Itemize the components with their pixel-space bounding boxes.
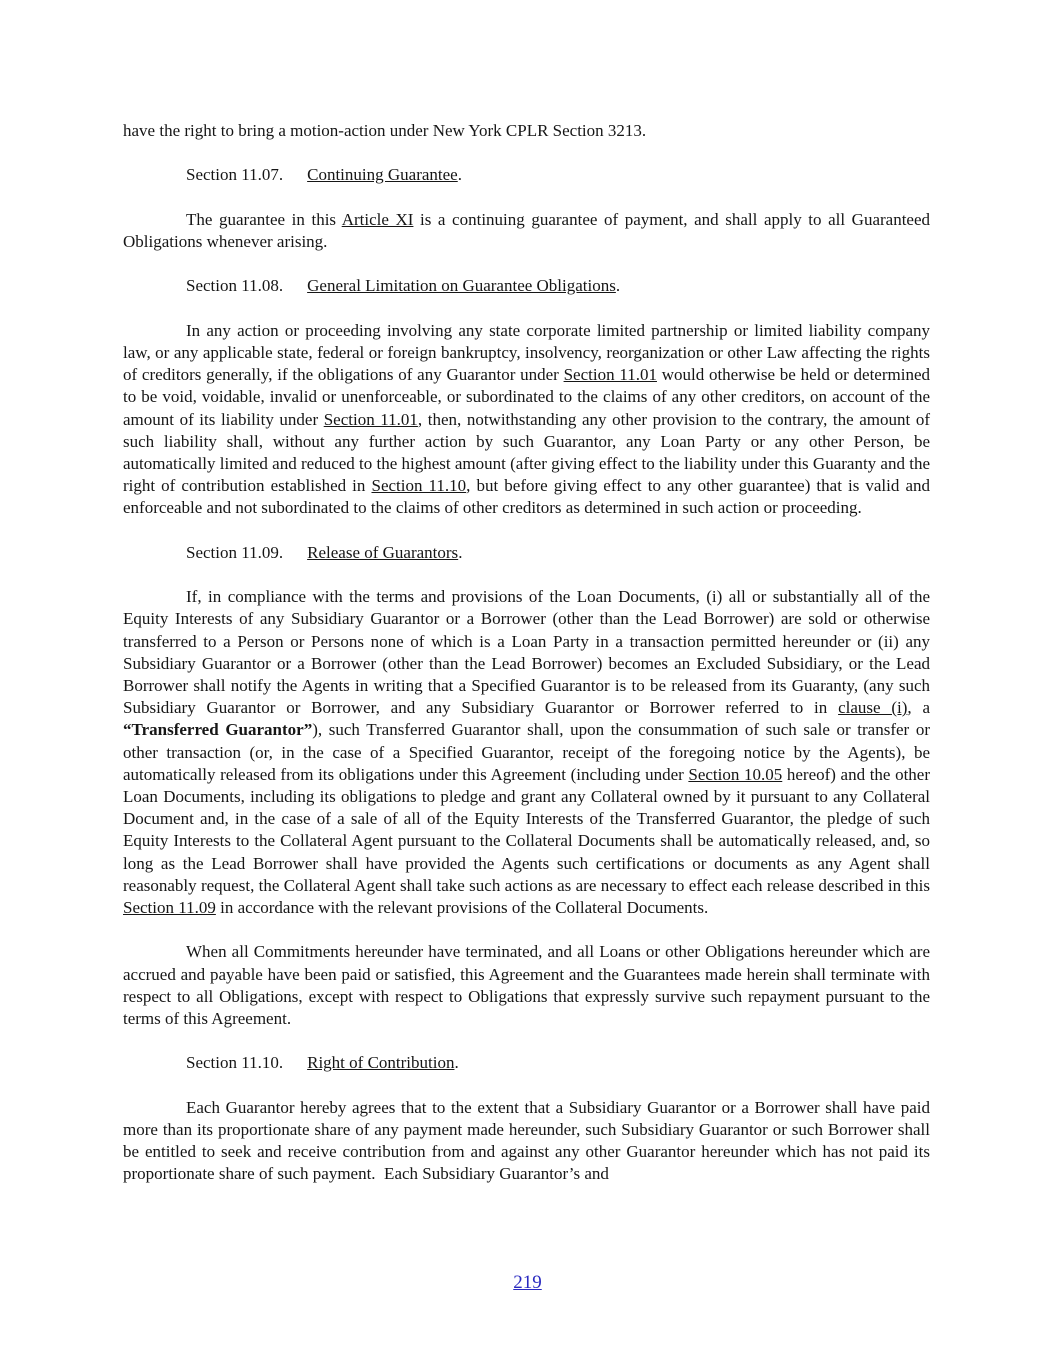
underlined-cross-reference: clause (i) [838,698,908,718]
underlined-cross-reference: Section 11.01 [323,409,418,429]
underlined-cross-reference: Section 11.10 [371,476,467,496]
paragraph [123,120,930,142]
text-run: Section 11.08. [186,276,284,296]
text-run: When all Commitments hereunder have terminated, and all Loans or other Obligations hereunder which are accrued and payable have been paid or satisfied, this Agreement and the Guarantees made herein shall terminate with respect to all Obligations, except with respect to Obligations that expressly survive such repayment pursuant to the terms of this Agreement. [123,942,930,1029]
text-run: in accordance with the relevant provisions of the Collateral Documents. [215,898,709,918]
text-run: , then, notwithstanding any other provision to the contrary, the amount of such liability shall, without any further action by such Guarantor, any Loan Party or any other Person, be automatically limited and reduced to the highest amount (after giving effect to the liability under this Guaranty and the right of contribution established in [123,409,930,496]
text-run: would otherwise be held or determined to be void, voidable, invalid or unenforceable, or subordinated to the claims of any other creditors, on account of the amount of its liability under [123,365,930,429]
underlined-cross-reference: Article XI [341,209,414,229]
section-heading [123,1052,930,1074]
paragraph [123,209,930,253]
text-run: have the right to bring a motion-action under New York CPLR Section 3213. [123,121,647,140]
paragraph [123,941,930,1030]
section-heading [123,164,930,186]
paragraph [123,1097,930,1186]
text-run: , but before giving effect to any other guarantee) that is valid and enforceable and not subordinated to the claims of other creditors as determined in such action or proceeding. [123,476,930,518]
text-run: . [454,1053,459,1073]
underlined-cross-reference: Release of Guarantors [307,542,459,562]
underlined-cross-reference: General Limitation on Guarantee Obligations [307,276,616,296]
text-run: Section 11.09. [186,542,284,562]
underlined-cross-reference: Continuing Guarantee [307,165,458,185]
text-run: Each Guarantor hereby agrees that to the extent that a Subsidiary Guarantor or a Borrower shall have paid more than its proportionate share of any payment made hereunder, such Subsidiary Guarantor or such Borrower shall be entitled to seek and receive contribution from and against any other Guarantor hereunder which has not paid its proportionate share of such payment. Each Subsidiary Guarantor’s and [123,1097,930,1184]
paragraph [123,320,930,520]
underlined-cross-reference: Section 11.01 [563,365,657,385]
underlined-cross-reference: Section 10.05 [688,764,783,784]
text-run: Section 11.10. [186,1053,284,1073]
text-run: is a continuing guarantee of payment, and shall apply to all Guaranteed Obligations whenever arising. [123,209,931,251]
text-run: ), such Transferred Guarantor shall, upon the consummation of such sale or transfer or other transaction (or, in the case of a Specified Guarantor, receipt of the foregoing notice by the Agents), be automatically released from its obligations under this Agreement (including under [123,720,930,784]
underlined-cross-reference: Section 11.09 [123,898,216,918]
page-footer [0,1272,1055,1294]
text-run: If, in compliance with the terms and provisions of the Loan Documents, (i) all or substantially all of the Equity Interests of any Subsidiary Guarantor or a Borrower (other than the Lead Borrower) are sold or otherwise transferred to a Person or Persons none of which is a Loan Party in a transaction permitted hereunder or (ii) any Subsidiary Guarantor or a Borrower (other than the Lead Borrower) becomes an Excluded Subsidiary, or the Lead Borrower shall notify the Agents in writing that a Specified Guarantor is to be released from its Guaranty, (any such Subsidiary Guarantor or Borrower, and any Subsidiary Guarantor or Borrower referred to in [123,587,930,718]
section-heading [123,275,930,297]
text-run: . [458,542,463,562]
bold-defined-term: “Transferred Guarantor” [123,720,313,740]
text-run: . [615,276,621,296]
underlined-cross-reference: Right of Contribution [307,1053,455,1073]
text-run: The guarantee in this [186,209,342,229]
text-run: , a [907,698,930,718]
text-run: . [457,165,462,185]
paragraph [123,586,930,919]
page-number-link[interactable]: 219 [513,1272,542,1293]
section-heading [123,542,930,564]
text-run: Section 11.07. [186,165,284,185]
text-run: In any action or proceeding involving any state corporate limited partnership or limited liability company law, or any applicable state, federal or foreign bankruptcy, insolvency, reorganization or other Law affecting the rights of creditors generally, if the obligations of any Guarantor under [123,320,930,385]
document-body [123,120,930,1208]
text-run: hereof) and the other Loan Documents, including its obligations to pledge and grant any Collateral owned by it pursuant to any Collateral Document and, in the case of a sale of all of the Equity Interests of the Transferred Guarantor, the pledge of such Equity Interests to the Collateral Agent pursuant to the Collateral Documents shall be automatically released, and, so long as the Lead Borrower shall have provided the Agents such certifications or documents as any Agent shall reasonably request, the Collateral Agent shall take such actions as are necessary to effect each release described in this [123,764,931,895]
